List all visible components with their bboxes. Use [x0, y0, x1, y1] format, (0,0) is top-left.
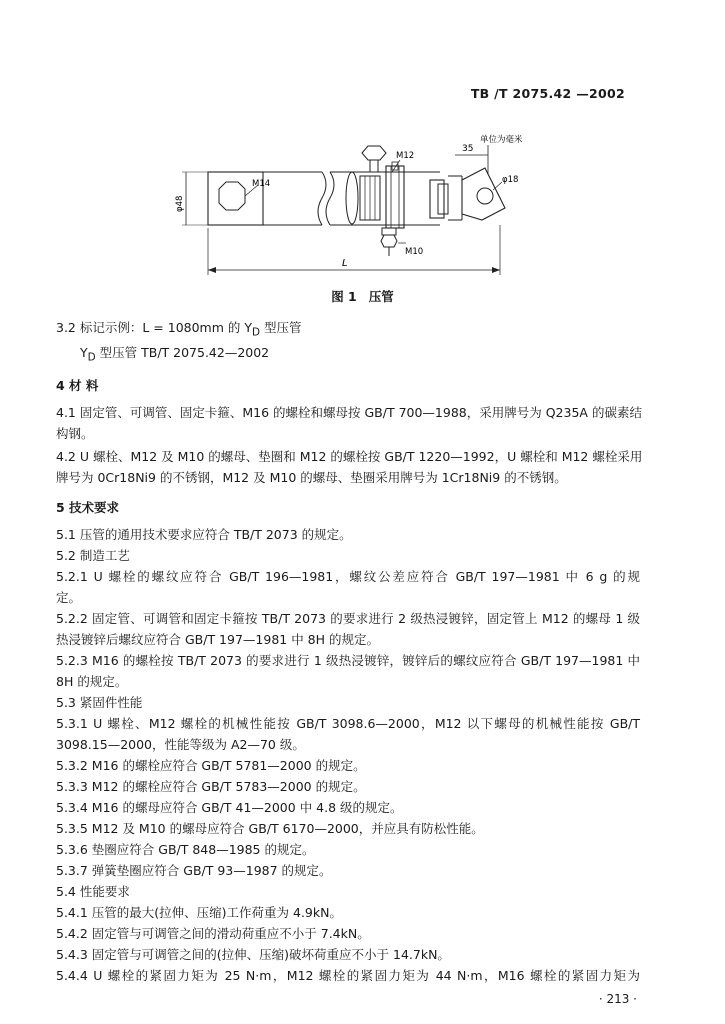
para-4-1-line-1: 4.1 固定管、可调管、固定卡箍、M16 的螺栓和螺母按 GB/T 700—1988，采用牌号为 Q235A 的碳素结 — [56, 405, 642, 420]
para-5-2-1-line-1: 5.2.1 U 螺栓的螺纹应符合 GB/T 196—1981，螺纹公差应符合 GB/T 197—1981 中 6 g 的规 — [56, 569, 640, 584]
para-5-3-6: 5.3.6 垫圈应符合 GB/T 848—1985 的规定。 — [56, 842, 315, 857]
m12-label: M12 — [396, 151, 415, 161]
para-4-1-line-2: 构钢。 — [56, 426, 94, 441]
para-5-4-2: 5.4.2 固定管与可调管之间的滑动荷重应不小于 7.4kN。 — [56, 926, 370, 941]
figure-caption-number: 图 1 — [331, 289, 357, 304]
phi48-label: φ48 — [175, 195, 185, 212]
para-5-2-3-line-2: 8H 的规定。 — [56, 674, 128, 689]
m10-label: M10 — [405, 247, 424, 257]
standard-number: TB /T 2075.42 —2002 — [470, 86, 625, 101]
para-5-1: 5.1 压管的通用技术要求应符合 TB/T 2073 的规定。 — [56, 527, 352, 542]
dim-35-label: 35 — [462, 144, 474, 154]
para-5-3-5: 5.3.5 M12 及 M10 的螺母应符合 GB/T 6170—2000，并应具有防松性能。 — [56, 821, 484, 836]
dim-L-label: L — [342, 258, 348, 269]
para-5-3-3: 5.3.3 M12 的螺栓应符合 GB/T 5783—2000 的规定。 — [56, 779, 366, 794]
para-5-3-4: 5.3.4 M16 的螺母应符合 GB/T 41—2000 中 4.8 级的规定。 — [56, 800, 403, 815]
para-5-4-heading: 5.4 性能要求 — [56, 884, 130, 899]
pressure-tube-drawing — [0, 0, 725, 300]
para-5-3-1-line-2: 3098.15—2000，性能等级为 A2—70 级。 — [56, 737, 305, 752]
page-number: · 213 · — [598, 992, 637, 1006]
unit-note: 单位为毫米 — [480, 135, 523, 145]
para-5-2-2-line-2: 热浸镀锌后螺纹应符合 GB/T 197—1981 中 8H 的规定。 — [56, 632, 379, 647]
para-5-3-7: 5.3.7 弹簧垫圈应符合 GB/T 93—1987 的规定。 — [56, 863, 332, 878]
para-5-2-3-line-1: 5.2.3 M16 的螺栓按 TB/T 2073 的要求进行 1 级热浸镀锌，镀锌后的螺纹应符合 GB/T 197—1981 中 — [56, 653, 640, 668]
para-5-4-3: 5.4.3 固定管与可调管之间的(拉伸、压缩)破坏荷重应不小于 14.7kN。 — [56, 947, 450, 962]
para-4-2-line-2: 牌号为 0Cr18Ni9 的不锈钢，M12 及 M10 的螺母、垫圈采用牌号为 1Cr18Ni9 的不锈钢。 — [56, 470, 567, 485]
para-5-2-heading: 5.2 制造工艺 — [56, 548, 130, 563]
m14-label: M14 — [252, 179, 271, 189]
marking-example-line: 3.2 标记示例：L = 1080mm 的 $Y_D$ 型压管 — [56, 320, 302, 339]
para-5-2-2-line-1: 5.2.2 固定管、可调管和固定卡箍按 TB/T 2073 的要求进行 2 级热浸镀锌，固定管上 M12 的螺母 1 级 — [56, 611, 640, 626]
section-5-heading: 5 技术要求 — [56, 500, 120, 515]
para-5-3-heading: 5.3 紧固件性能 — [56, 695, 143, 710]
marking-example-value: $Y_D$ 型压管 TB/T 2075.42—2002 — [80, 345, 270, 364]
para-5-2-1-line-2: 定。 — [56, 590, 82, 605]
section-4-heading: 4 材 料 — [56, 378, 99, 393]
para-4-2-line-1: 4.2 U 螺栓、M12 及 M10 的螺母、垫圈和 M12 的螺栓按 GB/T 1220—1992，U 螺栓和 M12 螺栓采用 — [56, 449, 643, 464]
phi18-label: φ18 — [502, 175, 519, 185]
figure-caption — [0, 287, 725, 305]
para-5-3-2: 5.3.2 M16 的螺栓应符合 GB/T 5781—2000 的规定。 — [56, 758, 366, 773]
figure-caption-title: 压管 — [368, 289, 394, 304]
para-5-4-4-line-1: 5.4.4 U 螺栓的紧固力矩为 25 N·m，M12 螺栓的紧固力矩为 44 N·m，M16 螺栓的紧固力矩为 — [56, 968, 640, 983]
para-5-3-1-line-1: 5.3.1 U 螺栓、M12 螺栓的机械性能按 GB/T 3098.6—2000，M12 以下螺母的机械性能按 GB/T — [56, 716, 640, 731]
para-5-4-1: 5.4.1 压管的最大(拉伸、压缩)工作荷重为 4.9kN。 — [56, 905, 342, 920]
